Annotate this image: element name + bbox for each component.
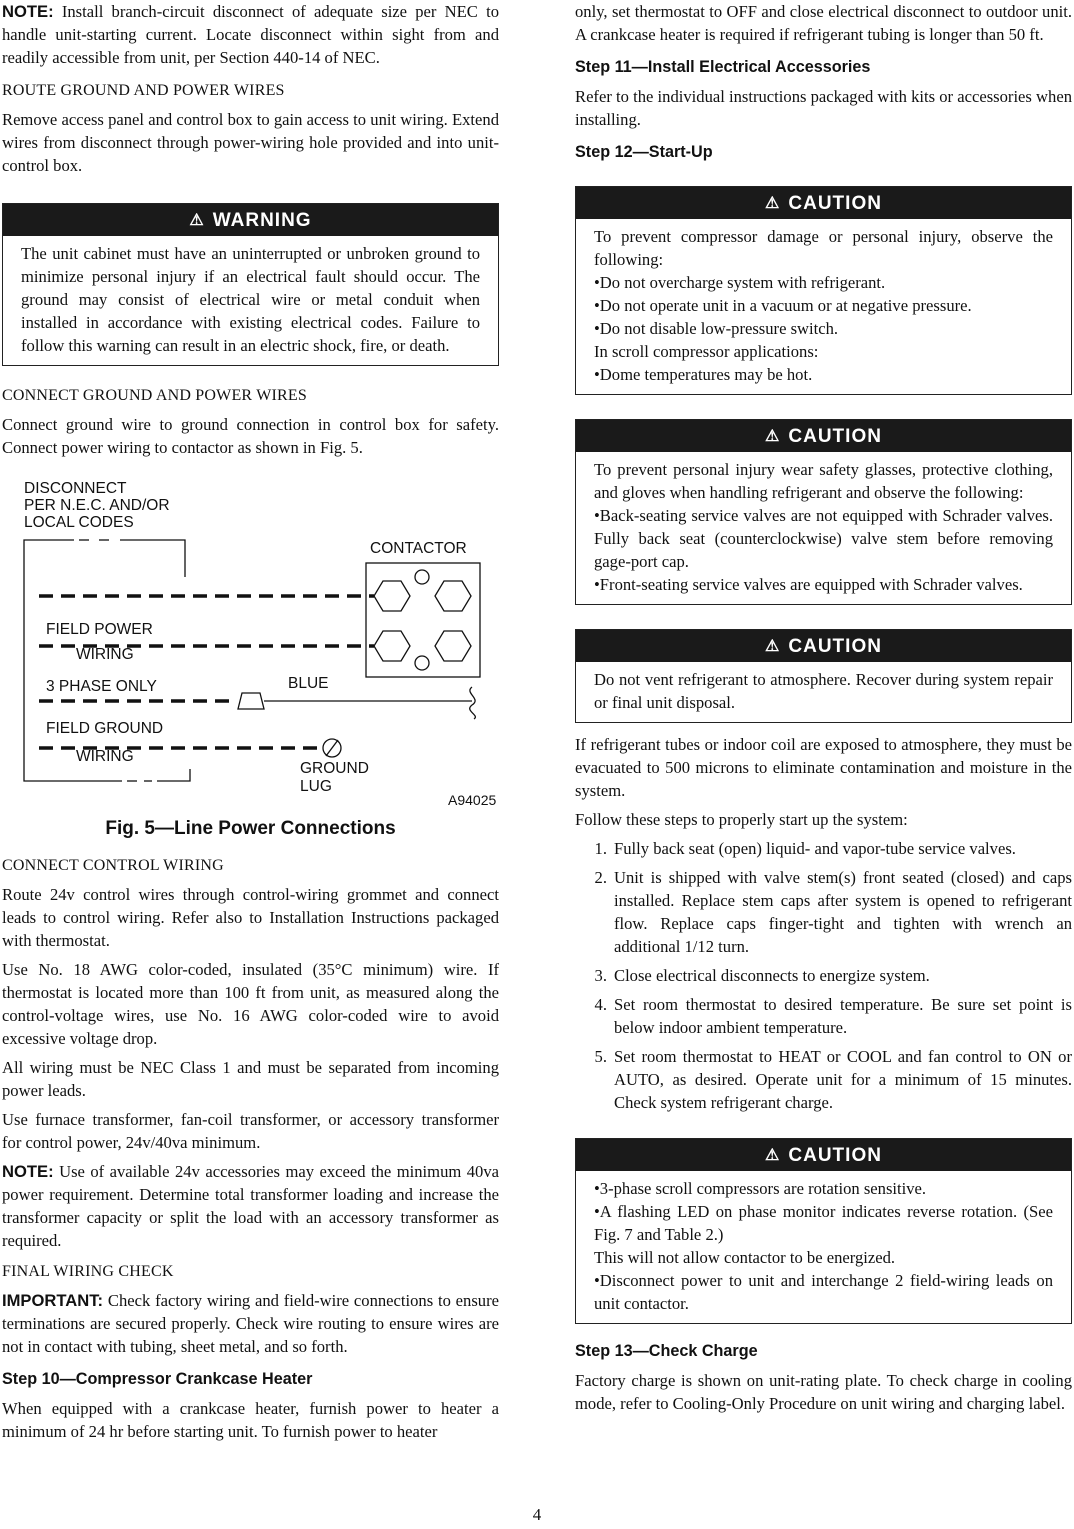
step11-heading: Step 11—Install Electrical Accessories xyxy=(575,58,871,76)
label-field-power: WIRING xyxy=(76,646,134,663)
label-contactor: CONTACTOR xyxy=(370,540,467,557)
caution-line: •Dome temperatures may be hot. xyxy=(594,365,813,384)
contactor-lug xyxy=(374,581,410,611)
important-text: Check factory wiring and field-wire connections to ensure terminations are secured properly. Check wire routing to ensure wires are not in contact with tubing, sheet metal, and so forth. xyxy=(2,1291,499,1356)
caution-line: •Do not operate unit in a vacuum or at negative pressure. xyxy=(594,296,972,315)
contactor-terminal xyxy=(415,570,429,584)
caution-line: •Disconnect power to unit and interchange 2 field-wiring leads on unit contactor. xyxy=(594,1271,1053,1313)
label-disconnect: DISCONNECT xyxy=(24,480,127,497)
label-3-phase: 3 PHASE ONLY xyxy=(46,678,157,695)
caution-line: •A flashing LED on phase monitor indicates reverse rotation. (See Fig. 7 and Table 2.) xyxy=(594,1202,1053,1244)
label-disconnect: PER N.E.C. AND/OR xyxy=(24,497,170,514)
contactor-lug xyxy=(435,581,471,611)
caution-header xyxy=(576,420,1071,452)
caution-title: CAUTION xyxy=(788,192,882,214)
label-field-ground: WIRING xyxy=(76,748,134,765)
route-paragraph: Remove access panel and control box to gain access to unit wiring. Extend wires from disconnect through power-wiring hole provided and into unit-control box. xyxy=(2,110,499,175)
caution-title: CAUTION xyxy=(788,635,882,657)
caution-line: To prevent personal injury wear safety glasses, protective clothing, and gloves when handling refrigerant and observe the following: xyxy=(594,460,1053,502)
caution-box xyxy=(575,186,1072,395)
follow-paragraph: Follow these steps to properly start up the system: xyxy=(575,810,908,829)
caution-header xyxy=(576,1139,1071,1171)
label-blue: BLUE xyxy=(288,675,329,692)
caution-box xyxy=(575,1138,1072,1324)
warning-triangle-icon: ⚠ xyxy=(765,194,781,212)
continuation-paragraph: only, set thermostat to OFF and close electrical disconnect to outdoor unit. A crankcase heater is required if refrigerant tubing is longer than 50 ft. xyxy=(575,2,1072,44)
label-field-power: FIELD POWER xyxy=(46,621,153,638)
subheading-route: ROUTE GROUND AND POWER WIRES xyxy=(2,82,285,99)
page-number: 4 xyxy=(532,1505,542,1524)
contactor-lug xyxy=(374,631,410,661)
caution-box xyxy=(575,419,1072,605)
control-paragraph: Use No. 18 AWG color-coded, insulated (35°C minimum) wire. If thermostat is located more than 100 ft from unit, as measured along the control-voltage wires, use No. 16 AWG color-coded wire to avoid excessive voltage drop. xyxy=(2,960,499,1048)
warning-triangle-icon: ⚠ xyxy=(189,211,205,229)
caution-body xyxy=(576,662,1071,722)
startup-steps-list xyxy=(575,837,1072,1114)
contactor-terminal xyxy=(415,656,429,670)
caution-line: •Do not disable low-pressure switch. xyxy=(594,319,839,338)
step13-paragraph: Factory charge is shown on unit-rating plate. To check charge in cooling mode, refer to Cooling-Only Procedure on unit wiring and charging label. xyxy=(575,1371,1072,1413)
list-item: 5. Set room thermostat to HEAT or COOL and fan control to ON or AUTO, as desired. Operate unit for a minimum of 15 minutes. Check system refrigerant charge. xyxy=(594,1047,1072,1112)
label-ground-lug: GROUND xyxy=(300,760,369,777)
warning-header xyxy=(3,204,498,236)
step11-paragraph: Refer to the individual instructions packaged with kits or accessories when installing. xyxy=(575,87,1072,129)
note-text: Use of available 24v accessories may exceed the minimum 40va power requirement. Determine total transformer loading and increase the transformer capacity or split the load with an accessory transformer as required. xyxy=(2,1162,499,1250)
contactor-lug xyxy=(435,631,471,661)
caution-line: In scroll compressor applications: xyxy=(594,342,819,361)
caution-line: Do not vent refrigerant to atmosphere. Recover during system repair or final unit disposal. xyxy=(594,670,1053,712)
control-paragraph: Use furnace transformer, fan-coil transformer, or accessory transformer for control power, 24v/40va minimum. xyxy=(2,1110,499,1152)
list-item: 1. Fully back seat (open) liquid- and vapor-tube service valves. xyxy=(594,839,1016,858)
caution-header xyxy=(576,187,1071,219)
figure-code: A94025 xyxy=(448,792,497,808)
step13-heading: Step 13—Check Charge xyxy=(575,1342,758,1360)
left-column xyxy=(2,0,499,1449)
caution-line: This will not allow contactor to be energized. xyxy=(594,1248,896,1267)
note-paragraph xyxy=(2,0,499,69)
note-paragraph xyxy=(2,1160,499,1252)
step10-heading: Step 10—Compressor Crankcase Heater xyxy=(2,1370,313,1388)
caution-body xyxy=(576,1171,1071,1323)
warning-box xyxy=(2,203,499,366)
subheading-control: CONNECT CONTROL WIRING xyxy=(2,857,224,874)
step12-heading: Step 12—Start-Up xyxy=(575,143,713,161)
subheading-connect: CONNECT GROUND AND POWER WIRES xyxy=(2,387,307,404)
warning-text: The unit cabinet must have an uninterrupted or unbroken ground to minimize personal injury if an electrical fault should occur. The ground may consist of electrical wire or metal conduit when installed in accordance with existing electrical codes. Failure to follow this warning can result in an electric shock, fire, or death. xyxy=(21,244,480,355)
caution-line: •3-phase scroll compressors are rotation sensitive. xyxy=(594,1179,927,1198)
warning-body xyxy=(3,236,498,365)
subheading-final: FINAL WIRING CHECK xyxy=(2,1263,174,1280)
caution-line: •Do not overcharge system with refrigerant. xyxy=(594,273,886,292)
connect-paragraph: Connect ground wire to ground connection in control box for safety. Connect power wiring to contactor as shown in Fig. 5. xyxy=(2,415,499,457)
caution-box xyxy=(575,629,1072,723)
warning-triangle-icon: ⚠ xyxy=(765,427,781,445)
step10-paragraph: When equipped with a crankcase heater, furnish power to heater a minimum of 24 hr before starting unit. To furnish power to heater xyxy=(2,1399,499,1441)
warning-triangle-icon: ⚠ xyxy=(765,637,781,655)
control-paragraph: All wiring must be NEC Class 1 and must be separated from incoming power leads. xyxy=(2,1058,499,1100)
warning-triangle-icon: ⚠ xyxy=(765,1146,781,1164)
figure-caption: Fig. 5—Line Power Connections xyxy=(105,818,396,839)
control-paragraph: Route 24v control wires through control-wiring grommet and connect leads to control wiring. Refer also to Installation Instructions packaged with thermostat. xyxy=(2,885,499,950)
line-power-diagram xyxy=(2,471,499,811)
label-disconnect: LOCAL CODES xyxy=(24,514,134,531)
caution-line: •Front-seating service valves are equipped with Schrader valves. xyxy=(594,575,1023,594)
list-item: 3. Close electrical disconnects to energize system. xyxy=(594,966,930,985)
right-column xyxy=(575,0,1072,1421)
evacuate-paragraph: If refrigerant tubes or indoor coil are exposed to atmosphere, they must be evacuated to 500 microns to eliminate contamination and moisture in the system. xyxy=(575,735,1072,800)
wire-break-icon xyxy=(470,687,476,719)
caution-title: CAUTION xyxy=(788,425,882,447)
list-item: 2. Unit is shipped with valve stem(s) front seated (closed) and caps installed. Replace stem caps after system is opened to refrigerant flow. Replace caps finger-tight and tighten with wrench an additional 1/12 turn. xyxy=(594,868,1072,956)
important-paragraph xyxy=(2,1289,499,1358)
note-text: Install branch-circuit disconnect of adequate size per NEC to handle unit-starting current. Locate disconnect within sight from and readily accessible from unit, per Section 440-14 of NEC. xyxy=(2,2,499,67)
label-ground-lug: LUG xyxy=(300,778,332,795)
caution-body xyxy=(576,452,1071,604)
wire-connector xyxy=(238,693,264,709)
caution-header xyxy=(576,630,1071,662)
caution-line: To prevent compressor damage or personal injury, observe the following: xyxy=(594,227,1053,269)
caution-line: •Back-seating service valves are not equipped with Schrader valves. Fully back seat (counterclockwise) valve stem before removing gage-port cap. xyxy=(594,506,1053,571)
caution-title: CAUTION xyxy=(788,1144,882,1166)
important-label: IMPORTANT: xyxy=(2,1291,104,1310)
note-label: NOTE: xyxy=(2,2,54,21)
label-field-ground: FIELD GROUND xyxy=(46,720,164,737)
note-label: NOTE: xyxy=(2,1162,54,1181)
caution-body xyxy=(576,219,1071,394)
list-item: 4. Set room thermostat to desired temperature. Be sure set point is below indoor ambient temperature. xyxy=(594,995,1072,1037)
warning-title: WARNING xyxy=(212,209,312,231)
